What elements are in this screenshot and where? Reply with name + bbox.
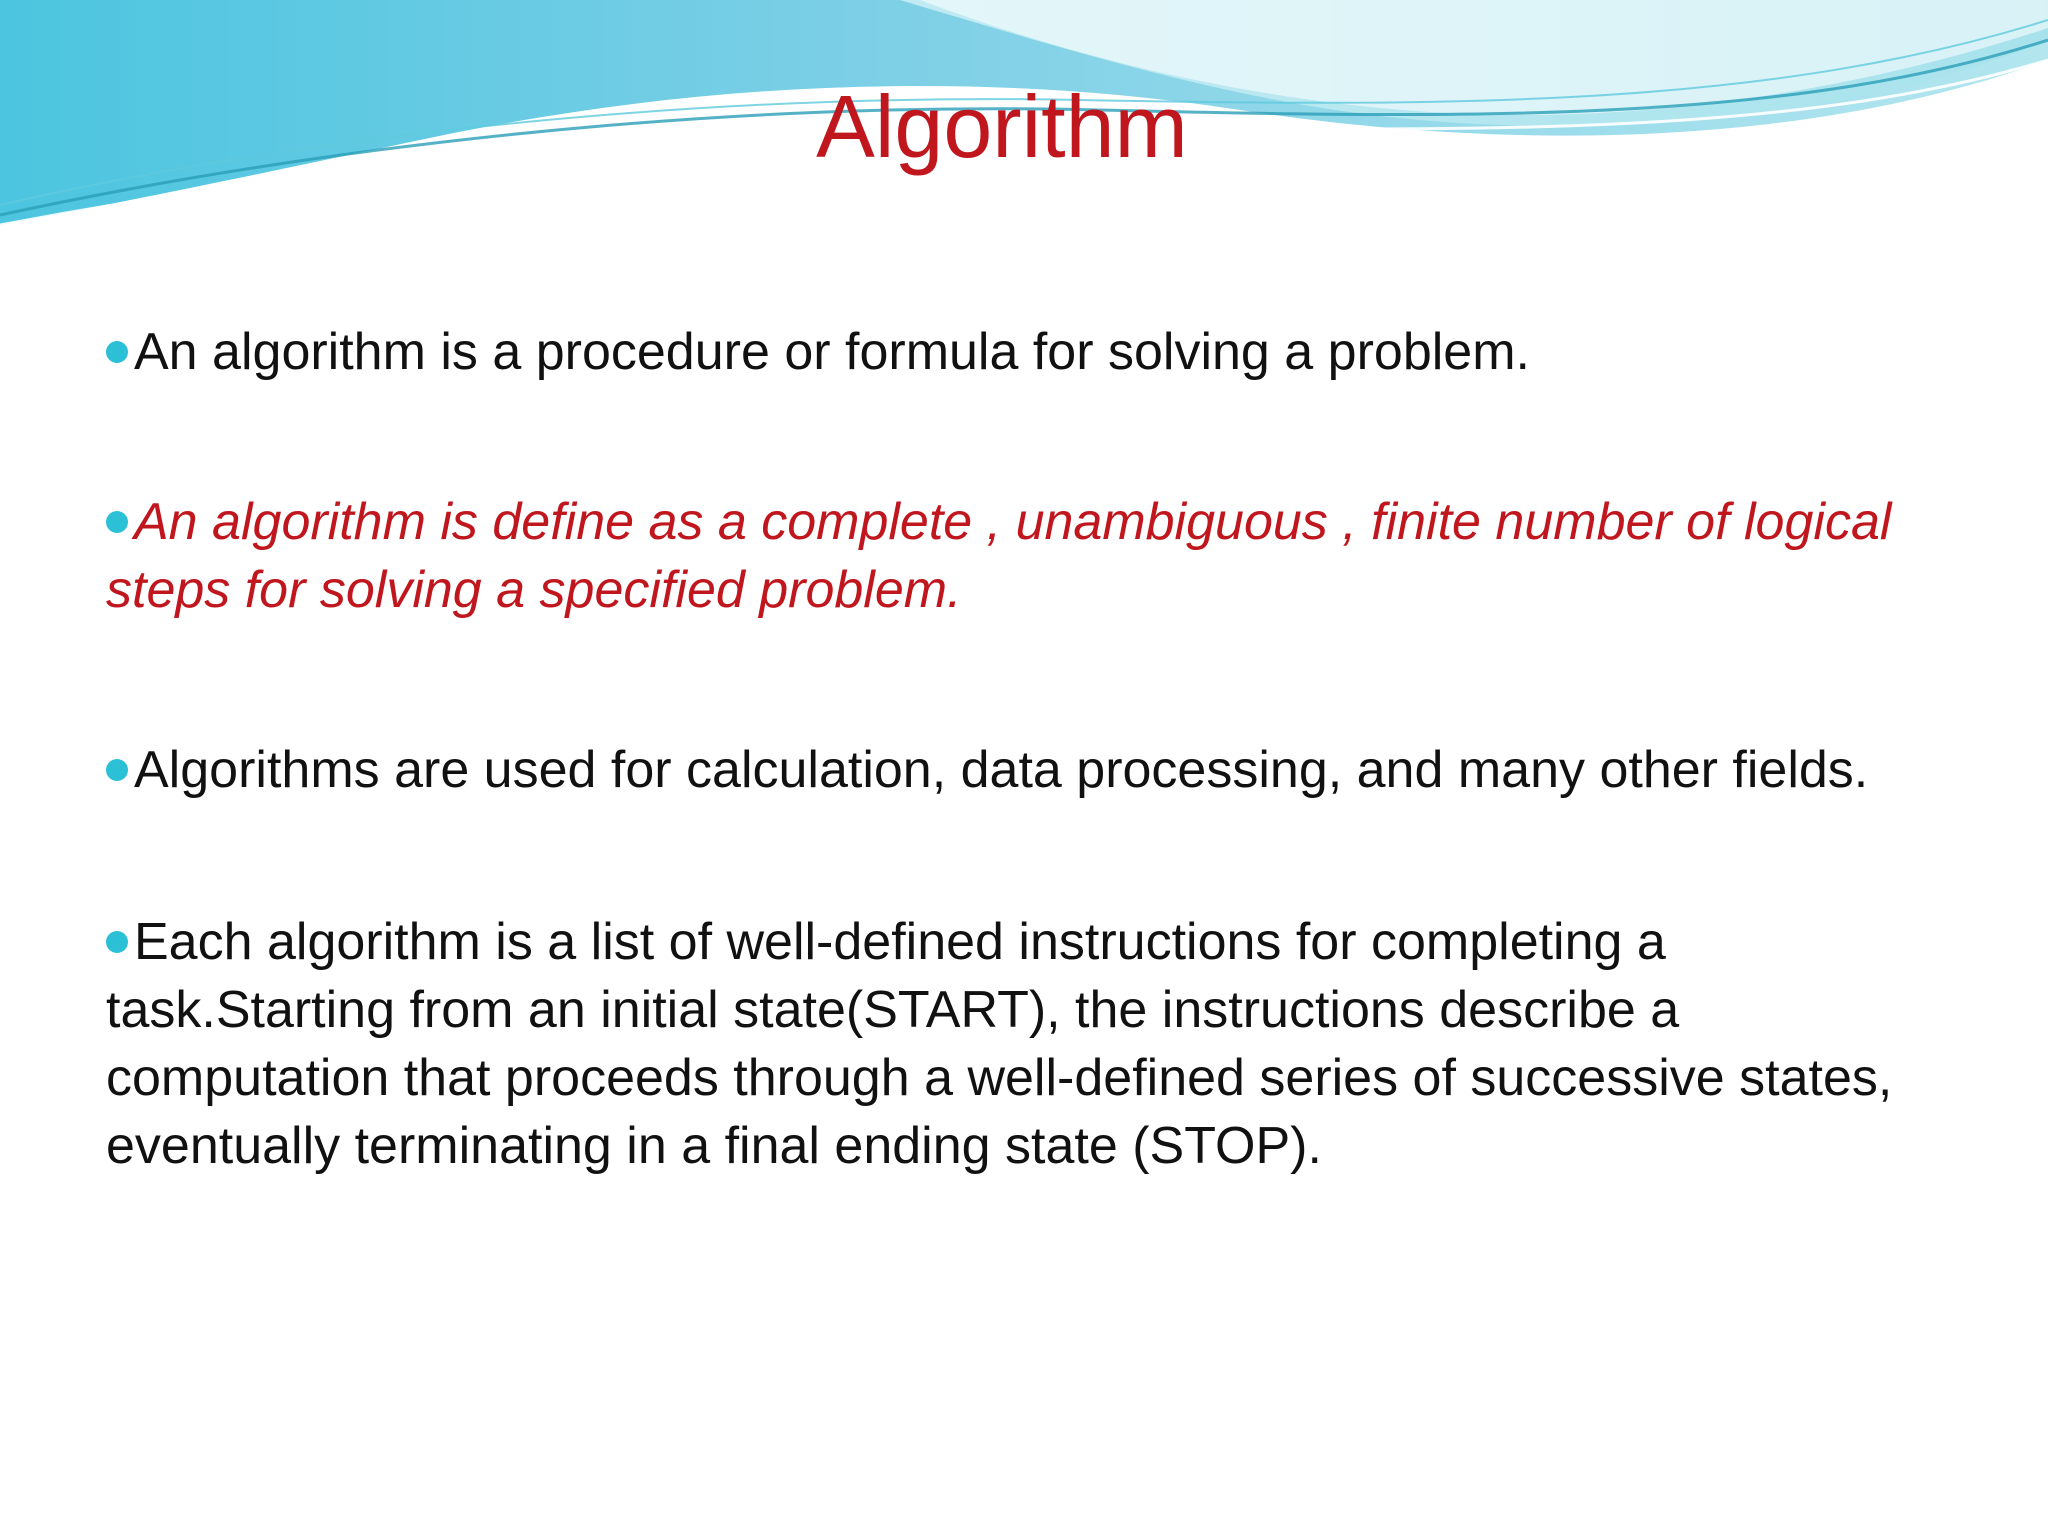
bullet-text: Algorithms are used for calculation, data processing, and many other fields. — [134, 741, 1869, 799]
bullet-text: Each algorithm is a list of well-defined instructions for completing a task.Starting from an initial state(START), the instructions describe a computation that proceeds through a well-defined series of successive states, eventually terminating in a final ending state (STOP). — [106, 913, 1893, 1175]
bullet-dot-icon — [106, 511, 128, 533]
slide-title — [0, 72, 2048, 182]
bullet-text: An algorithm is define as a complete , unambiguous , finite number of logical steps for solving a specified problem. — [106, 493, 1892, 619]
bullet-text: An algorithm is a procedure or formula for solving a problem. — [134, 323, 1530, 381]
bullet-dot-icon — [106, 759, 128, 781]
bullet-list — [106, 318, 1956, 1282]
slide-title-text: Algorithm — [816, 77, 1188, 176]
bullet-item-emphasis — [106, 488, 1956, 624]
bullet-item — [106, 736, 1956, 804]
bullet-item — [106, 318, 1956, 386]
bullet-item — [106, 908, 1956, 1180]
bullet-dot-icon — [106, 341, 128, 363]
bullet-dot-icon — [106, 931, 128, 953]
